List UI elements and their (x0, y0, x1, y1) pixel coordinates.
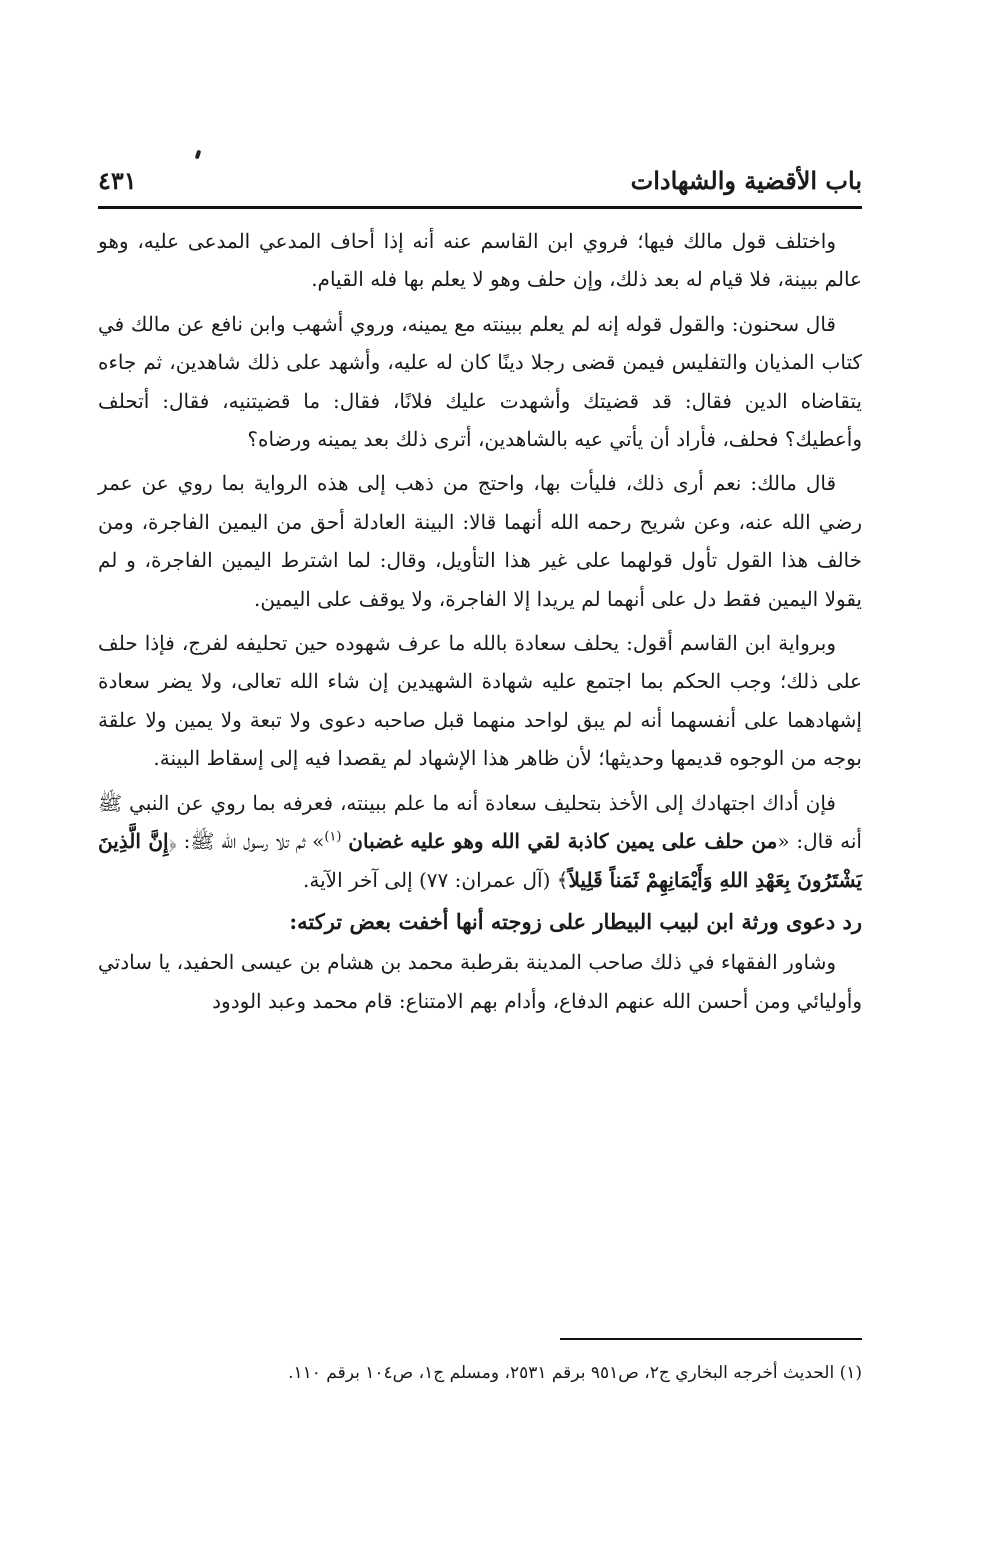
header-divider (98, 206, 862, 209)
paragraph-6: وشاور الفقهاء في ذلك صاحب المدينة بقرطبة محمد بن هشام بن عيسى الحفيد، يا سادتي وأوليائي ومن أحسن الله عنهم الدفاع، وأدام بهم الامتناع: قام محمد وعبد الودود (98, 950, 862, 1013)
footnote-marker: (١) (324, 829, 342, 845)
running-header (98, 160, 862, 206)
ink-speck (195, 150, 202, 160)
chapter-title: باب الأقضية والشهادات (630, 166, 862, 195)
paragraph-4: وبرواية ابن القاسم أقول: يحلف سعادة بالله ما عرف شهوده حين تحليفه لفرج، فإذا حلف على ذلك؛ وجب الحكم بما اجتمع عليه شهادة الشهيدين إن شاء الله تعالى، ولا يضر سعادة إشهادهما على أنفسهما أنه لم يبق لواحد منهما قبل صاحبه دعوى ولا تبعة ولا يمين ولا علقة بوجه من الوجوه قديمها وحديثها؛ لأن ظاهر هذا الإشهاد لم يقصدا فيه إلى إسقاط البينة. (98, 631, 862, 771)
paragraph-1: واختلف قول مالك فيها؛ فروي ابن القاسم عنه أنه إذا أحاف المدعي المدعى عليه، وهو عالم ببينة، فلا قيام له بعد ذلك، وإن حلف وهو لا يعلم بها فله القيام. (98, 229, 862, 292)
section-heading: رد دعوى ورثة ابن لبيب البيطار على زوجته أنها أخفت بعض تركته: (289, 908, 862, 934)
paragraph-3: قال مالك: نعم أرى ذلك، فليأت بها، واحتج من ذهب إلى هذه الرواية بما روي عن عمر رضي الله عنه، وعن شريح رحمه الله أنهما قالا: البينة العادلة أحق من اليمين الفاجرة، ومن خالف هذا القول تأول قولهما على غير هذا التأويل، وقال: لما اشترط اليمين الفاجرة، و لم يقولا اليمين فقط دل على أنهما لم يريدا إلا الفاجرة، ولا يوقف على اليمين. (98, 471, 862, 611)
paragraph-5-end: ﴾ (آل عمران: ٧٧) إلى آخر الآية. (303, 867, 569, 892)
page-number: ٤٣١ (98, 166, 137, 195)
paragraph-2: قال سحنون: والقول قوله إنه لم يعلم ببينته مع يمينه، وروي أشهب وابن نافع عن مالك في كتاب المذيان والتفليس فيمن قضى رجلا دينًا كان له عليه، وأشهد على ذلك شاهدين، ثم جاءه يتقاضاه الدين فقال: قد قضيتك وأشهدت عليك فلانًا، فقال: ما قضيتنيه، فقال: أتحلف وأعطيك؟ فحلف، فأراد أن يأتي عيه بالشاهدين، أترى ذلك بعد يمينه ورضاه؟ (98, 311, 862, 452)
main-text (98, 222, 862, 1020)
quran-verse: إِنَّ الَّذِينَ يَشْتَرُونَ بِعَهْدِ اللهِ وَأَيْمَانِهِمْ ثَمَناً قَلِيلاً (98, 829, 862, 892)
footnote: (١) الحديث أخرجه البخاري ج٢، ص٩٥١ برقم ٢٥٣١، ومسلم ج١، ص١٠٤ برقم ١١٠. (288, 1363, 862, 1383)
paragraph-5-intro: فإن أداك اجتهادك إلى الأخذ بتحليف سعادة أنه ما علم ببينته، فعرفه بما روي عن النبي ﷺ أنه قال: « (98, 790, 862, 854)
paragraph-5 (98, 784, 862, 899)
footnote-divider (560, 1338, 862, 1340)
paragraph-5-middle: » ثم تلا رسول الله ﷺ: ﴿ (168, 829, 325, 854)
hadith-quote: من حلف على يمين كاذبة لقي الله وهو عليه غضبان (348, 829, 778, 854)
